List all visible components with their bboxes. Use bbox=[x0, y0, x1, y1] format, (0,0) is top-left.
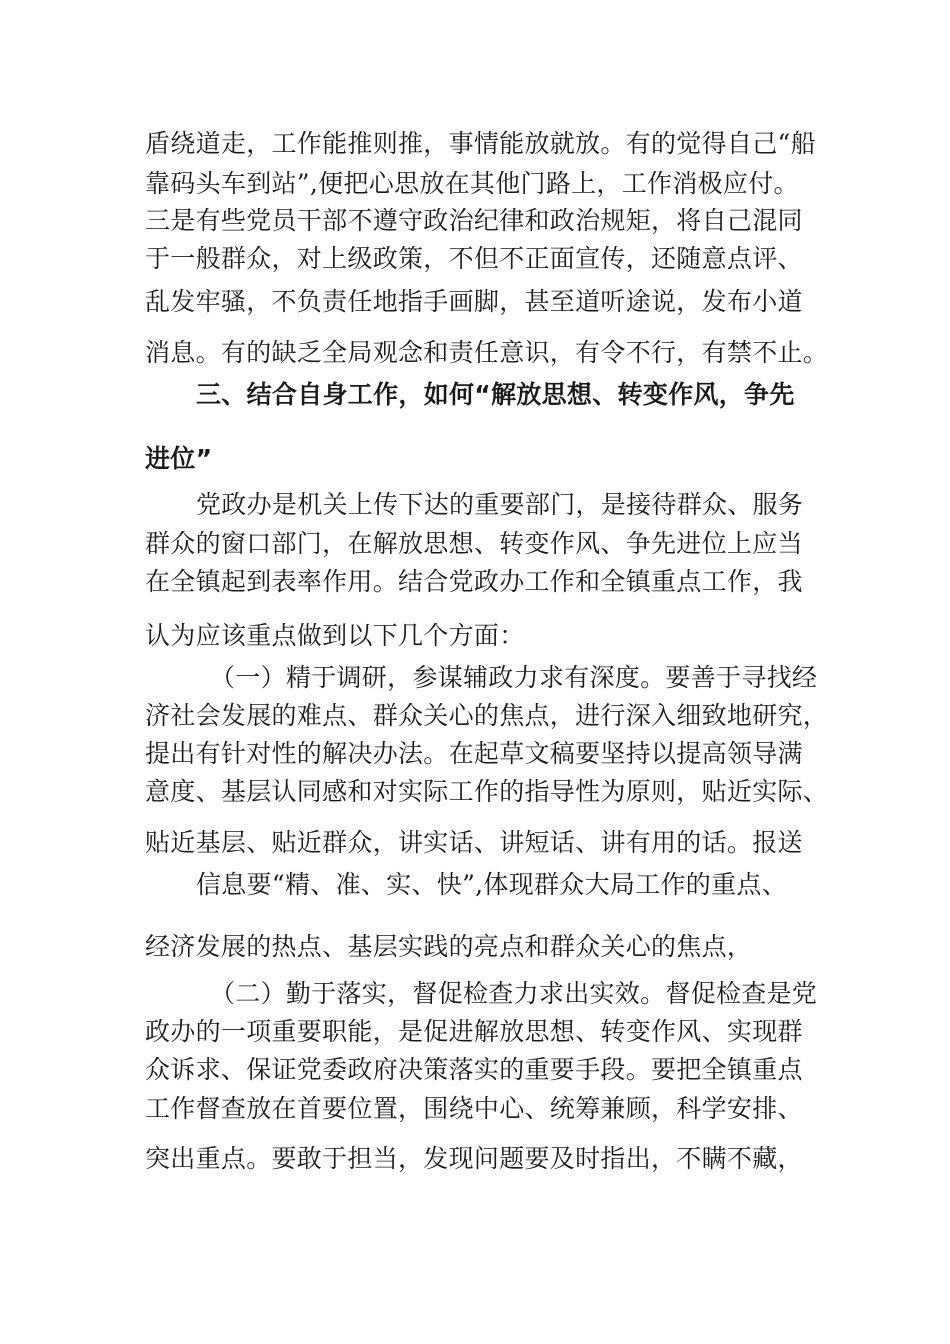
text-line: 盾绕道走，工作能推则推，事情能放就放。有的觉得自己“船 bbox=[145, 129, 816, 158]
text-line: 众诉求、保证党委政府决策落实的重要手段。要把全镇重点 bbox=[145, 1055, 803, 1084]
text-line: 提出有针对性的解决办法。在起草文稿要坚持以提高领导满 bbox=[145, 739, 803, 768]
subsection-first-line: （一）精于调研，参谋辅政力求有深度。要善于寻找经 bbox=[210, 663, 818, 692]
paragraph-first-line: 党政办是机关上传下达的重要部门，是接待群众、服务 bbox=[196, 490, 804, 519]
text-line: 信息要“精、准、实、快”,体现群众大局工作的重点、 bbox=[196, 870, 788, 899]
text-line: 贴近基层、贴近群众，讲实话、讲短话、讲有用的话。报送 bbox=[145, 828, 803, 857]
text-line: 意度、基层认同感和对实际工作的指导性为原则，贴近实际、 bbox=[145, 777, 829, 806]
text-line: 乱发牢骚，不负责任地指手画脚，甚至道听途说，发布小道 bbox=[145, 287, 803, 316]
text-line: 群众的窗口部门，在解放思想、转变作风、争先进位上应当 bbox=[145, 529, 803, 558]
section-heading: 三、结合自身工作，如何“解放思想、转变作风，争先 bbox=[196, 380, 795, 409]
text-line: 工作督查放在首要位置，围绕中心、统筹兼顾，科学安排、 bbox=[145, 1094, 803, 1123]
text-line: 济社会发展的难点、群众关心的焦点，进行深入细致地研究， bbox=[145, 701, 829, 730]
text-line: 政办的一项重要职能，是促进解放思想、转变作风、实现群 bbox=[145, 1017, 803, 1046]
text-line: 于一般群众，对上级政策，不但不正面宣传，还随意点评、 bbox=[145, 244, 803, 273]
section-heading-continued: 进位” bbox=[145, 444, 213, 473]
text-line: 突出重点。要敢于担当，发现问题要及时指出，不瞒不藏， bbox=[145, 1144, 803, 1173]
text-line: 在全镇起到表率作用。结合党政办工作和全镇重点工作，我 bbox=[145, 567, 803, 596]
text-line: 消息。有的缺乏全局观念和责任意识，有令不行，有禁不止。 bbox=[145, 338, 829, 367]
text-line: 靠码头车到站”,便把心思放在其他门路上，工作消极应付。 bbox=[145, 169, 799, 198]
text-line: 经济发展的热点、基层实践的亮点和群众关心的焦点， bbox=[145, 932, 753, 961]
text-line: 三是有些党员干部不遵守政治纪律和政治规矩，将自己混同 bbox=[145, 206, 803, 235]
subsection-first-line: （二）勤于落实，督促检查力求出实效。督促检查是党 bbox=[210, 979, 818, 1008]
text-line: 认为应该重点做到以下几个方面： bbox=[145, 621, 525, 650]
